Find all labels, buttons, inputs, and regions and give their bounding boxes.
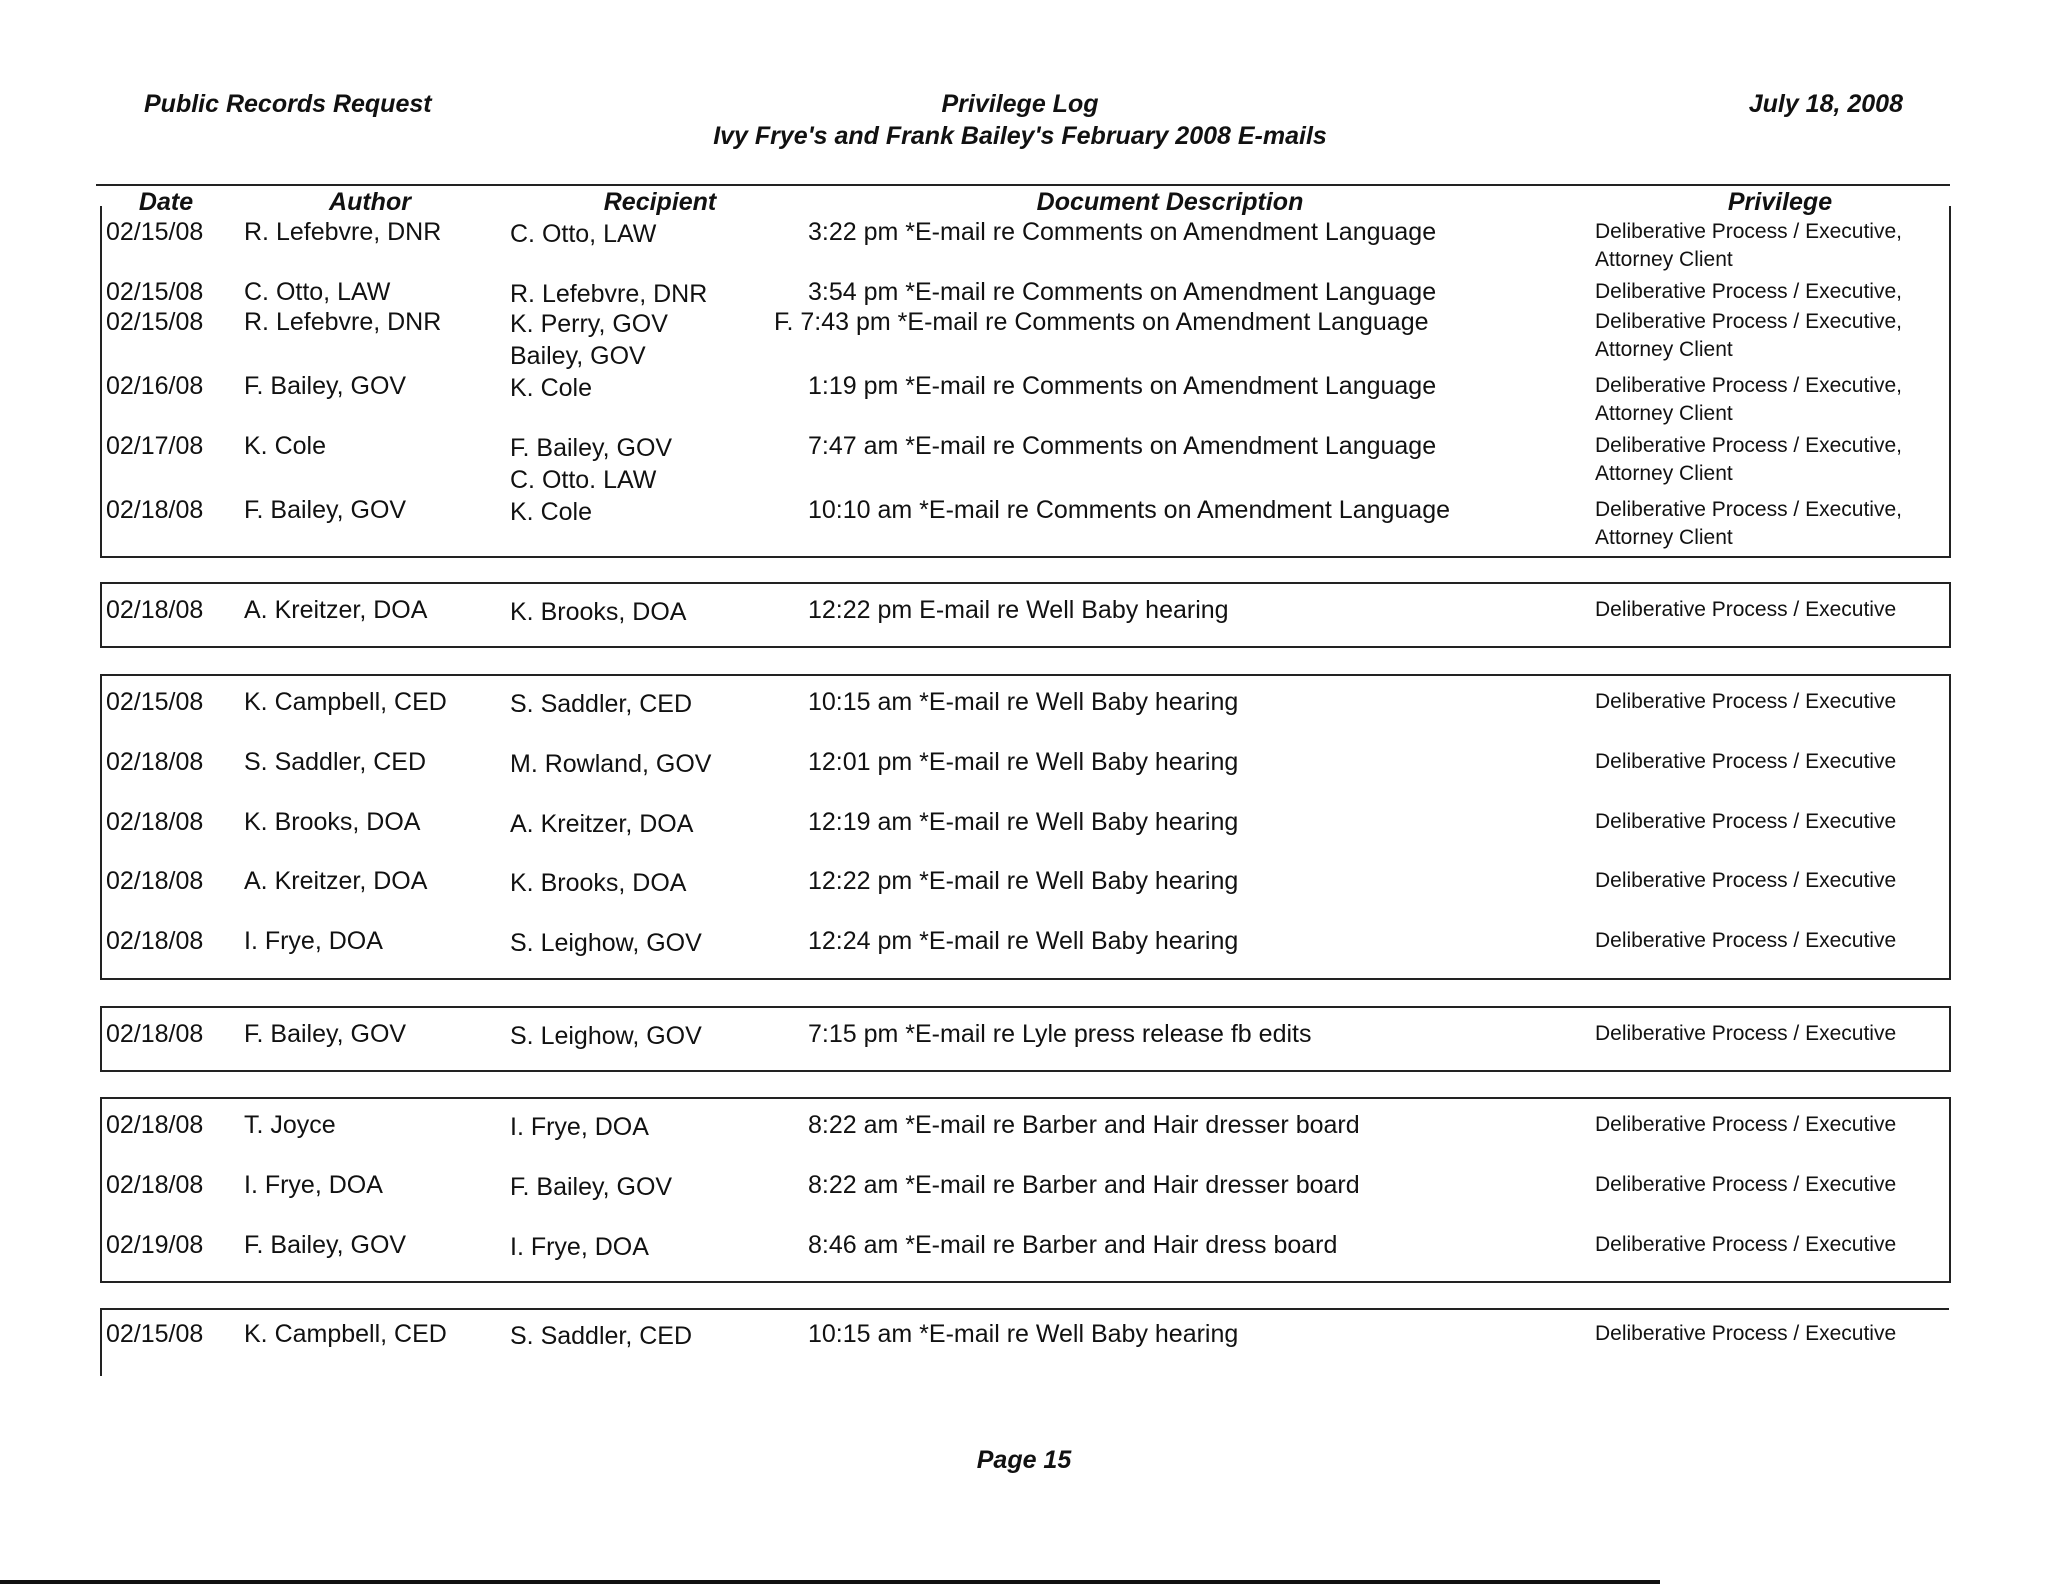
cell-privilege xyxy=(1595,496,1902,552)
cell-recipient xyxy=(510,372,592,404)
cell-privilege xyxy=(1595,308,1902,364)
column-header-date: Date xyxy=(138,188,194,216)
cell-privilege xyxy=(1595,867,1896,895)
cell-privilege xyxy=(1595,688,1896,716)
log-group xyxy=(100,206,1951,558)
cell-description: 7:47 am *E-mail re Comments on Amendment Language xyxy=(808,432,1437,460)
recipient-line-2: C. Otto. LAW xyxy=(510,466,657,494)
privilege-line-2: Attorney Client xyxy=(1595,526,1733,549)
header-date: July 18, 2008 xyxy=(1748,90,1903,118)
privilege-line: Deliberative Process / Executive, xyxy=(1595,280,1902,303)
cell-date: 02/16/08 xyxy=(106,372,204,400)
privilege-line: Deliberative Process / Executive xyxy=(1595,750,1897,773)
cell-date: 02/18/08 xyxy=(106,596,204,624)
cell-recipient xyxy=(510,748,711,780)
cell-author: F. Bailey, GOV xyxy=(244,372,407,400)
recipient-line: F. Bailey, GOV xyxy=(510,434,673,462)
privilege-line-2: Attorney Client xyxy=(1595,338,1733,361)
cell-recipient xyxy=(510,808,693,840)
privilege-line: Deliberative Process / Executive, xyxy=(1595,374,1902,397)
cell-date: 02/18/08 xyxy=(106,927,204,955)
cell-author: A. Kreitzer, DOA xyxy=(244,867,428,895)
privilege-line: Deliberative Process / Executive xyxy=(1595,1173,1897,1196)
recipient-line: C. Otto, LAW xyxy=(510,220,657,248)
cell-privilege xyxy=(1595,432,1902,488)
cell-privilege xyxy=(1595,1171,1896,1199)
cell-description: 8:22 am *E-mail re Barber and Hair dresser board xyxy=(808,1171,1360,1199)
recipient-line: K. Cole xyxy=(510,374,592,402)
column-header-privilege: Privilege xyxy=(1727,188,1833,216)
cell-author: C. Otto, LAW xyxy=(244,278,391,306)
privilege-line: Deliberative Process / Executive xyxy=(1595,1233,1897,1256)
cell-privilege xyxy=(1595,218,1902,274)
cell-recipient xyxy=(510,1111,649,1143)
cell-recipient xyxy=(510,278,707,310)
cell-date: 02/15/08 xyxy=(106,278,204,306)
page-number: Page 15 xyxy=(976,1446,1072,1474)
cell-privilege xyxy=(1595,1111,1896,1139)
cell-description: F. 7:43 pm *E-mail re Comments on Amendment Language xyxy=(774,308,1429,336)
cell-author: K. Campbell, CED xyxy=(244,688,447,716)
log-group xyxy=(100,1006,1951,1072)
cell-recipient xyxy=(510,1320,692,1352)
cell-description: 12:01 pm *E-mail re Well Baby hearing xyxy=(808,748,1239,776)
cell-author: F. Bailey, GOV xyxy=(244,496,407,524)
cell-recipient xyxy=(510,688,692,720)
cell-description: 1:19 pm *E-mail re Comments on Amendment Language xyxy=(808,372,1437,400)
header-left: Public Records Request xyxy=(144,90,432,118)
cell-recipient xyxy=(510,496,592,528)
privilege-line: Deliberative Process / Executive xyxy=(1595,929,1897,952)
privilege-line-2: Attorney Client xyxy=(1595,402,1733,425)
cell-date: 02/15/08 xyxy=(106,218,204,246)
cell-privilege xyxy=(1595,927,1896,955)
privilege-line: Deliberative Process / Executive xyxy=(1595,1113,1897,1136)
cell-description: 8:22 am *E-mail re Barber and Hair dresser board xyxy=(808,1111,1360,1139)
cell-description: 12:24 pm *E-mail re Well Baby hearing xyxy=(808,927,1239,955)
cell-privilege xyxy=(1595,1231,1896,1259)
cell-privilege xyxy=(1595,596,1896,624)
cell-date: 02/18/08 xyxy=(106,1020,204,1048)
privilege-line: Deliberative Process / Executive xyxy=(1595,690,1897,713)
header-center xyxy=(640,88,1400,152)
cell-description: 8:46 am *E-mail re Barber and Hair dress board xyxy=(808,1231,1338,1259)
recipient-line: S. Leighow, GOV xyxy=(510,929,702,957)
cell-description: 3:22 pm *E-mail re Comments on Amendment Language xyxy=(808,218,1437,246)
cell-description: 3:54 pm *E-mail re Comments on Amendment Language xyxy=(808,278,1437,306)
cell-recipient xyxy=(510,1231,649,1263)
column-header-author: Author xyxy=(329,188,411,216)
cell-author: S. Saddler, CED xyxy=(244,748,427,776)
log-group xyxy=(100,582,1951,648)
privilege-line-2: Attorney Client xyxy=(1595,462,1733,485)
cell-recipient xyxy=(510,867,686,899)
cell-recipient xyxy=(510,432,672,496)
cell-author: I. Frye, DOA xyxy=(244,927,383,955)
recipient-line: K. Perry, GOV xyxy=(510,310,668,338)
cell-recipient xyxy=(510,596,686,628)
recipient-line-2: Bailey, GOV xyxy=(510,342,646,370)
cell-date: 02/17/08 xyxy=(106,432,204,460)
cell-recipient xyxy=(510,927,702,959)
privilege-line: Deliberative Process / Executive xyxy=(1595,598,1897,621)
recipient-line: I. Frye, DOA xyxy=(510,1113,649,1141)
cell-privilege xyxy=(1595,1320,1896,1348)
cell-recipient xyxy=(510,218,656,250)
privilege-line: Deliberative Process / Executive xyxy=(1595,810,1897,833)
cell-description: 12:19 am *E-mail re Well Baby hearing xyxy=(808,808,1239,836)
cell-author: R. Lefebvre, DNR xyxy=(244,218,442,246)
cell-privilege xyxy=(1595,1020,1896,1048)
recipient-line: K. Brooks, DOA xyxy=(510,869,687,897)
recipient-line: M. Rowland, GOV xyxy=(510,750,712,778)
cell-privilege xyxy=(1595,278,1902,306)
privilege-line: Deliberative Process / Executive, xyxy=(1595,434,1902,457)
recipient-line: A. Kreitzer, DOA xyxy=(510,810,694,838)
cell-date: 02/19/08 xyxy=(106,1231,204,1259)
log-subtitle: Ivy Frye's and Frank Bailey's February 2008 E-mails xyxy=(713,122,1327,150)
cell-date: 02/18/08 xyxy=(106,748,204,776)
privilege-line: Deliberative Process / Executive xyxy=(1595,1322,1897,1345)
recipient-line: K. Brooks, DOA xyxy=(510,598,687,626)
cell-recipient xyxy=(510,308,668,372)
recipient-line: R. Lefebvre, DNR xyxy=(510,280,708,308)
recipient-line: F. Bailey, GOV xyxy=(510,1173,673,1201)
cell-author: A. Kreitzer, DOA xyxy=(244,596,428,624)
cell-date: 02/18/08 xyxy=(106,496,204,524)
cell-description: 7:15 pm *E-mail re Lyle press release fb edits xyxy=(808,1020,1312,1048)
cell-description: 10:15 am *E-mail re Well Baby hearing xyxy=(808,1320,1239,1348)
privilege-line: Deliberative Process / Executive, xyxy=(1595,498,1902,521)
cell-description: 10:10 am *E-mail re Comments on Amendment Language xyxy=(808,496,1451,524)
cell-privilege xyxy=(1595,808,1896,836)
privilege-line: Deliberative Process / Executive xyxy=(1595,1022,1897,1045)
cell-author: R. Lefebvre, DNR xyxy=(244,308,442,336)
cell-date: 02/18/08 xyxy=(106,867,204,895)
recipient-line: K. Cole xyxy=(510,498,592,526)
log-title: Privilege Log xyxy=(941,90,1099,118)
privilege-line: Deliberative Process / Executive xyxy=(1595,869,1897,892)
recipient-line: S. Saddler, CED xyxy=(510,1322,693,1350)
cell-recipient xyxy=(510,1171,672,1203)
cell-author: K. Campbell, CED xyxy=(244,1320,447,1348)
footer-rule xyxy=(0,1580,1660,1584)
cell-author: K. Brooks, DOA xyxy=(244,808,421,836)
cell-date: 02/18/08 xyxy=(106,1171,204,1199)
cell-description: 12:22 pm *E-mail re Well Baby hearing xyxy=(808,867,1239,895)
cell-date: 02/18/08 xyxy=(106,808,204,836)
cell-author: I. Frye, DOA xyxy=(244,1171,383,1199)
column-header-recipient: Recipient xyxy=(603,188,717,216)
cell-recipient xyxy=(510,1020,702,1052)
cell-privilege xyxy=(1595,372,1902,428)
cell-date: 02/15/08 xyxy=(106,308,204,336)
cell-date: 02/15/08 xyxy=(106,688,204,716)
column-header-description: Document Description xyxy=(1036,188,1304,216)
cell-author: K. Cole xyxy=(244,432,326,460)
recipient-line: S. Saddler, CED xyxy=(510,690,693,718)
header-rule xyxy=(96,184,1950,186)
cell-description: 12:22 pm E-mail re Well Baby hearing xyxy=(808,596,1229,624)
cell-description: 10:15 am *E-mail re Well Baby hearing xyxy=(808,688,1239,716)
cell-author: F. Bailey, GOV xyxy=(244,1020,407,1048)
recipient-line: I. Frye, DOA xyxy=(510,1233,649,1261)
privilege-line: Deliberative Process / Executive, xyxy=(1595,220,1902,243)
cell-privilege xyxy=(1595,748,1896,776)
cell-author: T. Joyce xyxy=(244,1111,336,1139)
recipient-line: S. Leighow, GOV xyxy=(510,1022,702,1050)
log-group xyxy=(100,674,1951,980)
cell-author: F. Bailey, GOV xyxy=(244,1231,407,1259)
cell-date: 02/18/08 xyxy=(106,1111,204,1139)
log-group xyxy=(100,1308,1949,1376)
cell-date: 02/15/08 xyxy=(106,1320,204,1348)
log-group xyxy=(100,1097,1951,1283)
privilege-line-2: Attorney Client xyxy=(1595,248,1733,271)
privilege-line: Deliberative Process / Executive, xyxy=(1595,310,1902,333)
